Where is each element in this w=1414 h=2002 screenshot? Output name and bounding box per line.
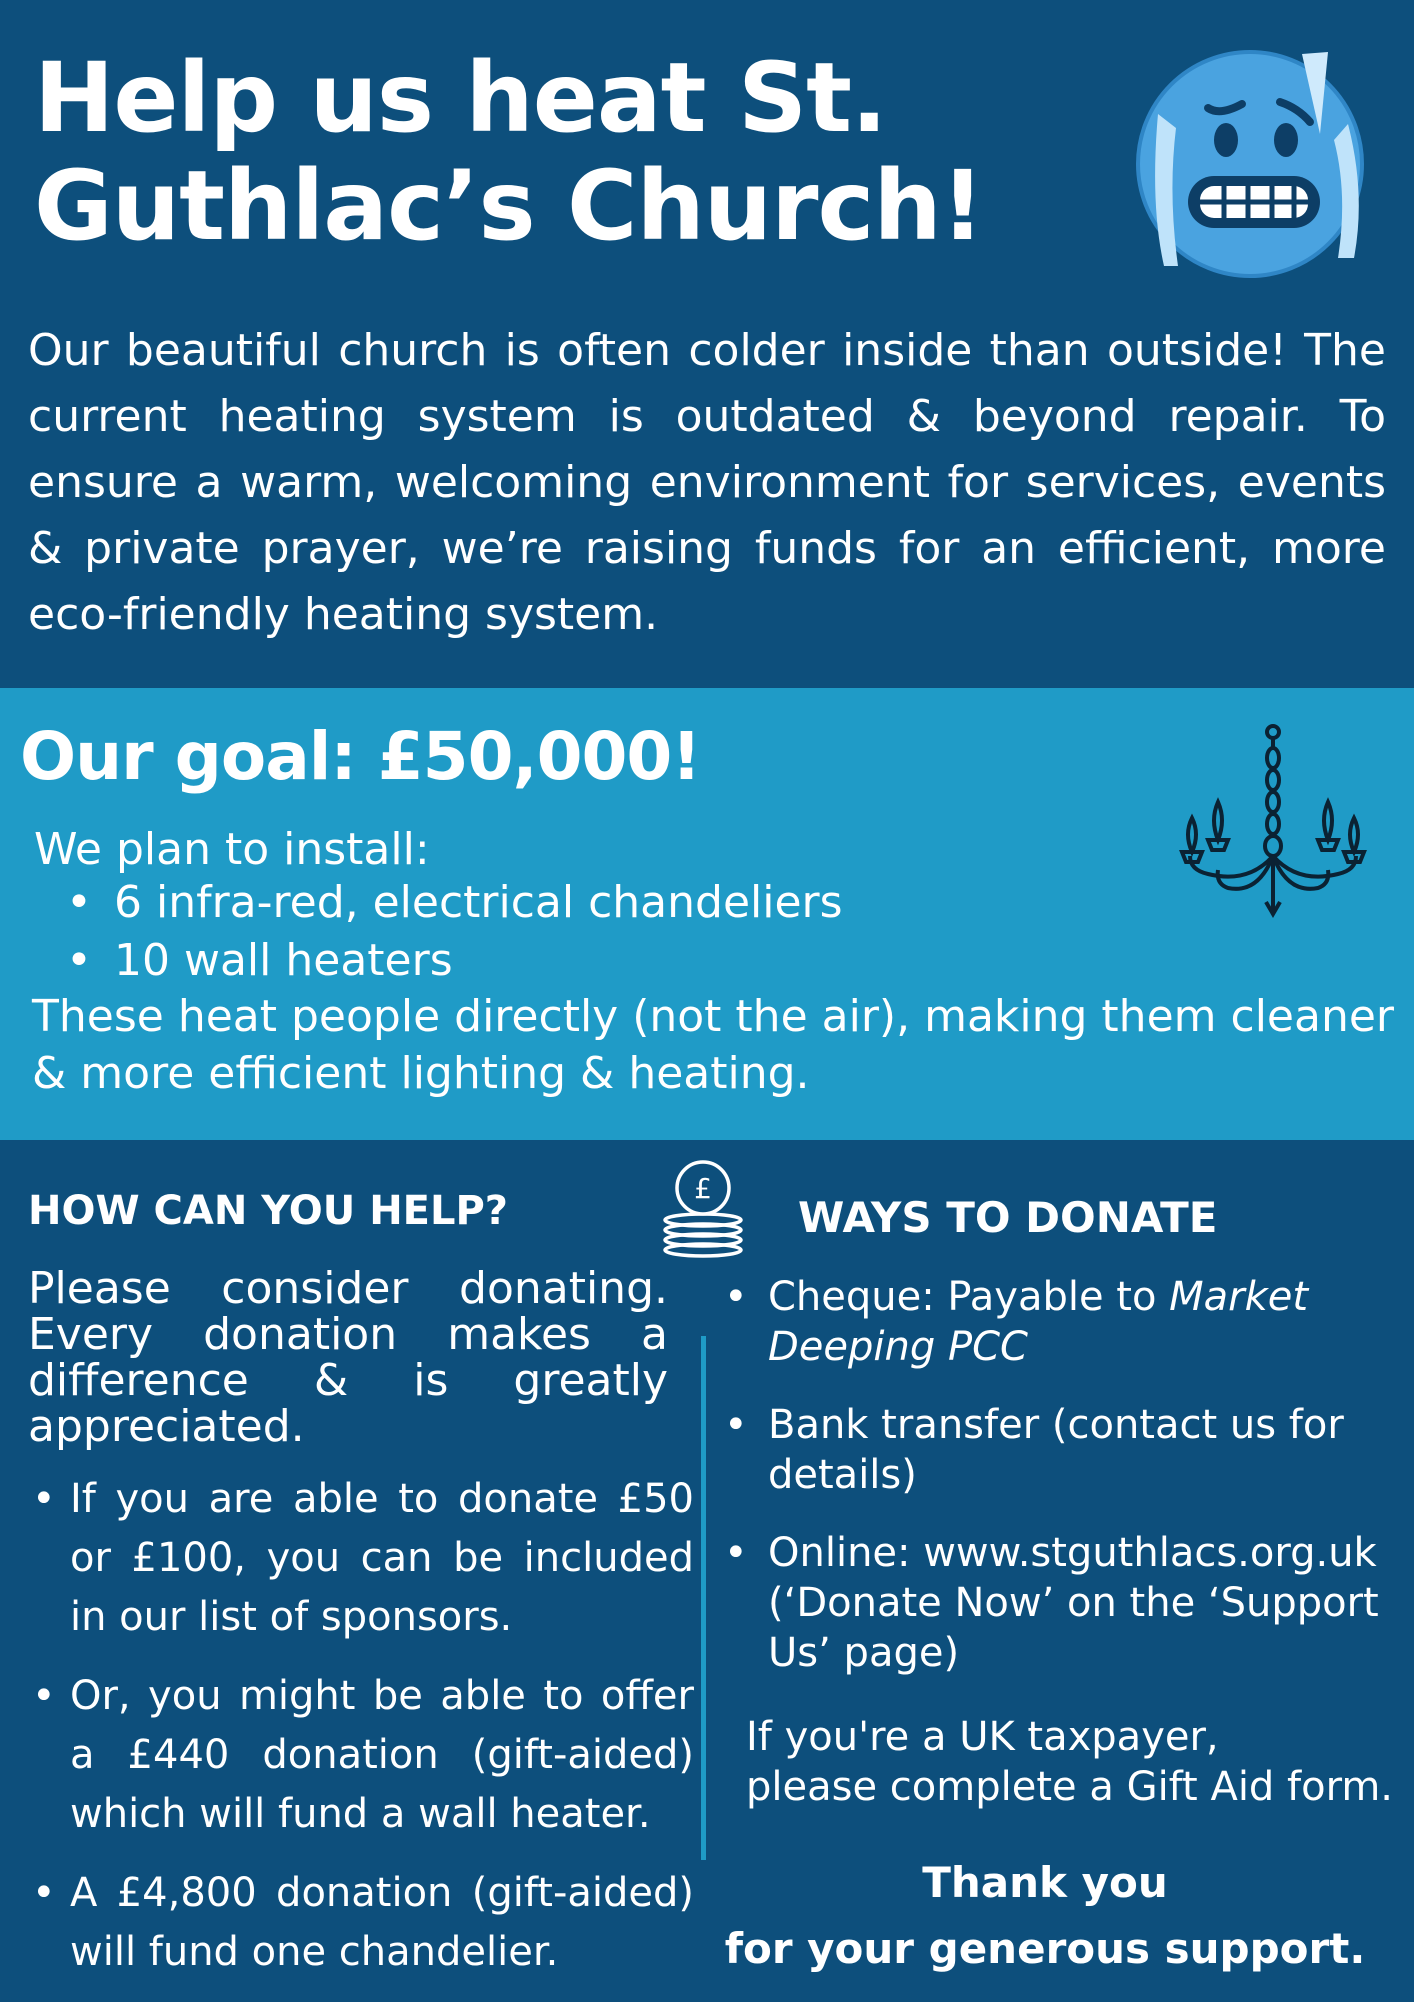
svg-text:£: £ — [694, 1172, 712, 1205]
intro-paragraph: Our beautiful church is often colder inside than outside! The current heating system is outdated & beyond repair. To ensure a warm, welcoming environment for services, events & private prayer, we’re raising funds for an efficient, more eco-friendly heating system. — [28, 325, 1386, 640]
help-paragraph: Please consider donating. Every donation makes a difference & is greatly appreciated. — [28, 1263, 668, 1452]
title-line-2: Guthlac’s Church! — [34, 150, 984, 262]
cheque-payee: Market Deeping PCC — [768, 1274, 1309, 1370]
cold-face-icon — [1130, 44, 1370, 284]
column-divider — [701, 1336, 706, 1860]
page-title — [34, 44, 1094, 260]
thanks-line-1: Thank you — [922, 1858, 1168, 1907]
goal-title: Our goal: £50,000! — [20, 718, 701, 795]
chandelier-icon — [1178, 724, 1368, 924]
list-item — [718, 1272, 1408, 1372]
list-item: • Or, you might be able to offer a £440 donation (gift-aided) which will fund a wall heater. — [28, 1667, 694, 1844]
header-section — [0, 0, 1414, 688]
list-item: • If you are able to donate £50 or £100, you can be included in our list of sponsors. — [28, 1470, 694, 1647]
gift-aid-note — [746, 1712, 1414, 1812]
goal-section — [0, 688, 1414, 1140]
help-heading: HOW CAN YOU HELP? — [28, 1188, 508, 1234]
goal-outro: These heat people directly (not the air), making them cleaner & more efficient lighting & heating. — [32, 991, 1394, 1099]
gift-aid-line-2: please complete a Gift Aid form. — [746, 1764, 1394, 1810]
thanks-line-2: for your generous support. — [724, 1924, 1366, 1973]
goal-list — [66, 874, 843, 990]
gift-aid-line-1: If you're a UK taxpayer, — [746, 1714, 1219, 1760]
donate-list — [718, 1272, 1408, 1706]
list-item: • 10 wall heaters — [66, 932, 843, 990]
help-list — [28, 1470, 694, 2002]
list-item: • 6 infra-red, electrical chandeliers — [66, 874, 843, 932]
list-item: • A £4,800 donation (gift-aided) will fund one chandelier. — [28, 1864, 694, 1982]
thank-you-message — [700, 1850, 1390, 1982]
list-item: • Online: www.stguthlacs.org.uk (‘Donate Now’ on the ‘Support Us’ page) — [718, 1528, 1408, 1678]
goal-intro: We plan to install: — [34, 824, 430, 875]
pound-coins-icon — [660, 1158, 746, 1258]
cheque-prefix: Cheque: Payable to — [768, 1274, 1170, 1320]
title-line-1: Help us heat St. — [34, 42, 887, 154]
list-item: • Bank transfer (contact us for details) — [718, 1400, 1408, 1500]
donate-heading: WAYS TO DONATE — [798, 1193, 1218, 1242]
